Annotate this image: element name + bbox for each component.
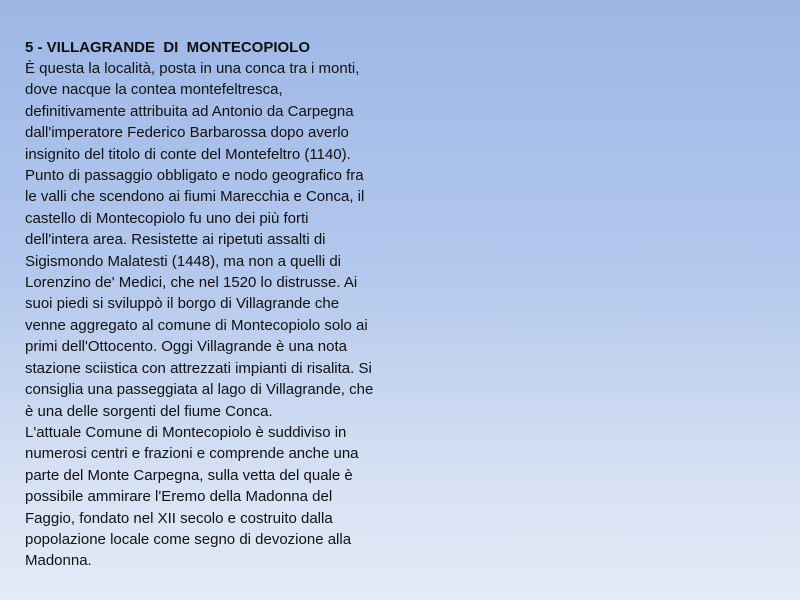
body-line: stazione sciistica con attrezzati impianti di risalita. Si	[25, 359, 372, 377]
body-line: insignito del titolo di conte del Montefeltro (1140).	[25, 145, 351, 163]
body-line: castello di Montecopiolo fu uno dei più forti	[25, 209, 309, 227]
body-line: Punto di passaggio obbligato e nodo geografico fra	[25, 167, 364, 185]
body-line: consiglia una passeggiata al lago di Villagrande, che	[25, 381, 374, 399]
body-line: popolazione locale come segno di devozione alla	[25, 530, 352, 548]
body-line: numerosi centri e frazioni e comprende anche una	[25, 445, 359, 463]
body-line: dell'intera area. Resistette ai ripetuti assalti di	[25, 231, 326, 249]
body-line: È questa la località, posta in una conca tra i monti,	[25, 60, 360, 77]
body-line: parte del Monte Carpegna, sulla vetta del quale è	[25, 466, 353, 484]
body-line: venne aggregato al comune di Montecopiolo solo ai	[25, 316, 368, 334]
slide-text-block	[25, 37, 395, 572]
body-line: è una delle sorgenti del fiume Conca.	[25, 402, 273, 420]
slide-title: 5 - VILLAGRANDE DI MONTECOPIOLO	[25, 39, 311, 56]
body-line: Faggio, fondato nel XII secolo e costruito dalla	[25, 509, 333, 527]
body-line: Lorenzino de' Medici, che nel 1520 lo distrusse. Ai	[25, 274, 358, 292]
body-line: L'attuale Comune di Montecopiolo è suddiviso in	[25, 423, 347, 441]
body-line: primi dell'Ottocento. Oggi Villagrande è una nota	[25, 338, 347, 356]
body-line: possibile ammirare l'Eremo della Madonna del	[25, 488, 333, 506]
body-line: le valli che scendono ai fiumi Marecchia e Conca, il	[25, 188, 365, 206]
body-line: Sigismondo Malatesti (1448), ma non a quelli di	[25, 252, 342, 270]
body-line: suoi piedi si sviluppò il borgo di Villagrande che	[25, 295, 340, 313]
body-line: Madonna.	[25, 552, 92, 570]
body-line: dove nacque la contea montefeltresca,	[25, 81, 283, 99]
body-line: dall'imperatore Federico Barbarossa dopo averlo	[25, 124, 349, 142]
body-line: definitivamente attribuita ad Antonio da Carpegna	[25, 102, 354, 120]
